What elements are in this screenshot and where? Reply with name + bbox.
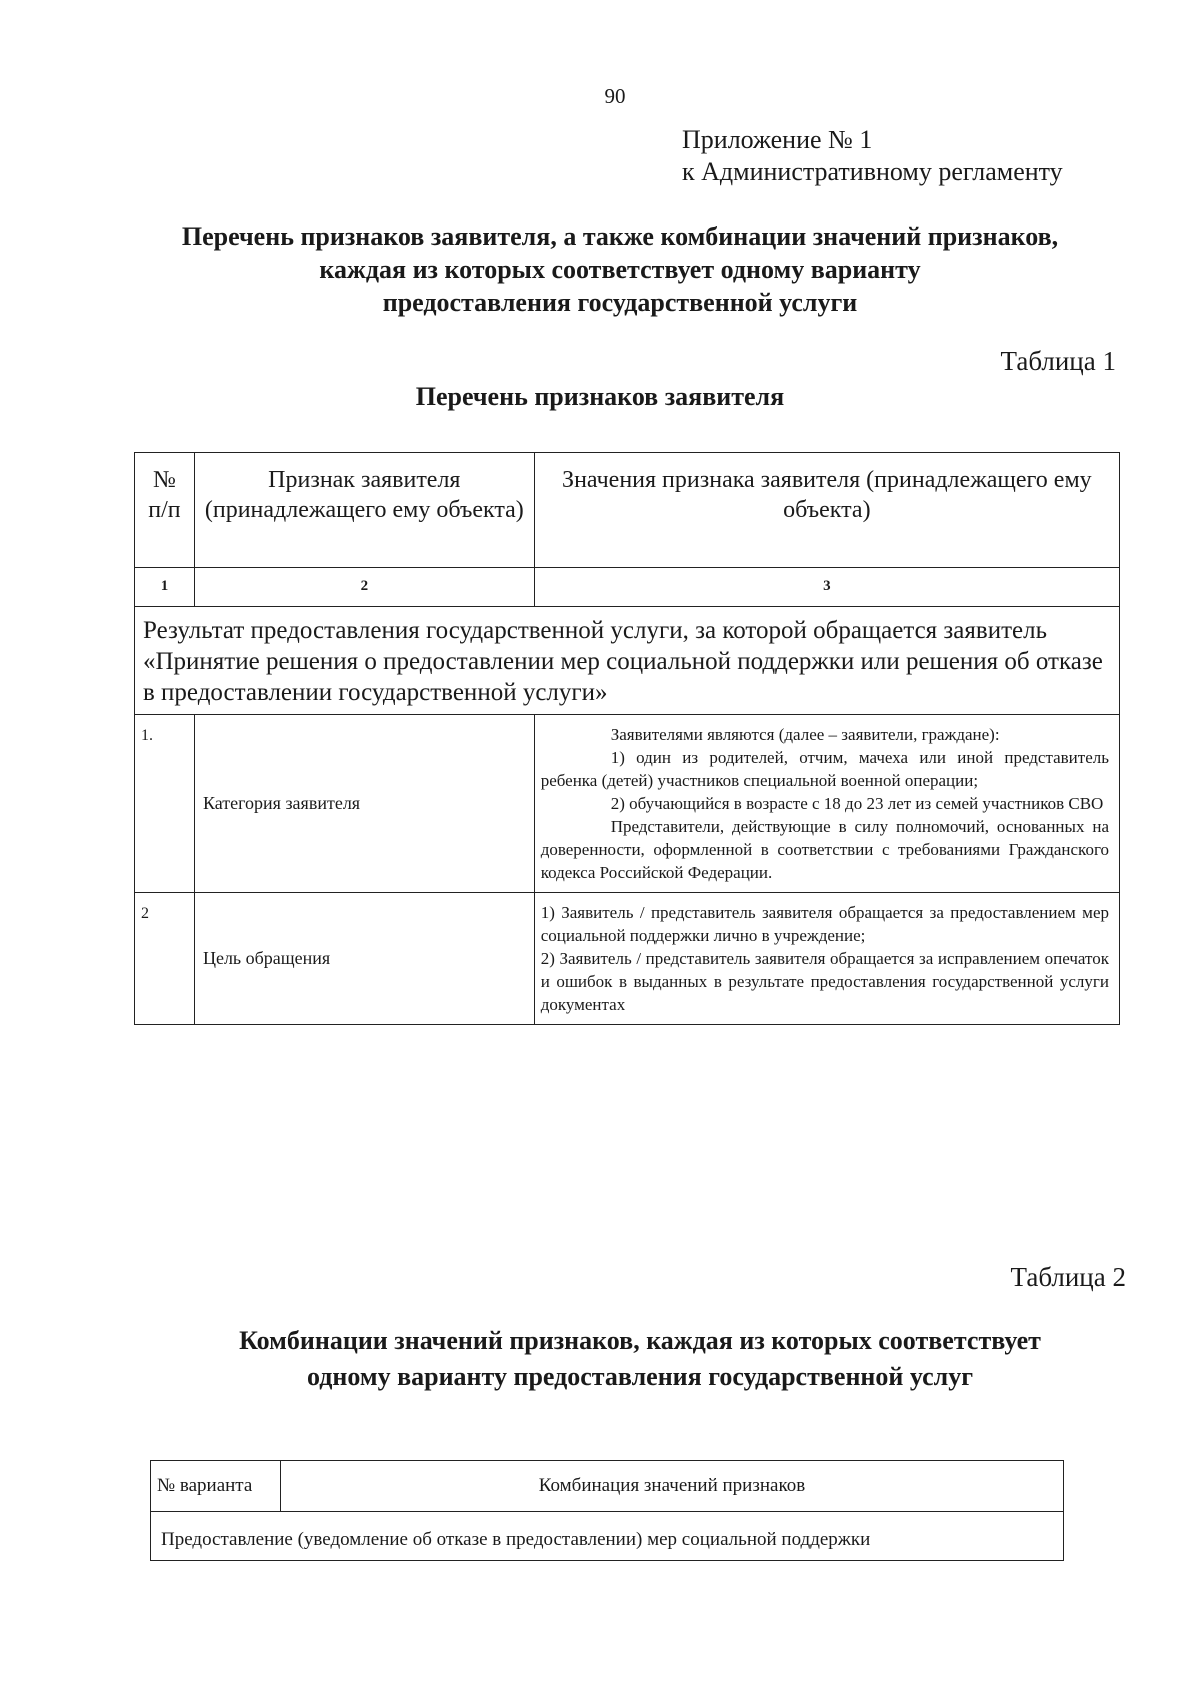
variant-row: Предоставление (уведомление об отказе в предоставлении) мер социальной поддержки [151, 1512, 1064, 1561]
table-row [135, 715, 1120, 893]
appendix-line-2: к Административному регламенту [682, 157, 1063, 186]
page-number: 90 [604, 84, 626, 108]
column-number-row [135, 568, 1120, 607]
applicant-attributes-table [134, 452, 1120, 1025]
value-paragraph: Представители, действующие в силу полномочий, основанных на доверенности, оформленной в соответствии с требованиями Гражданского кодекса Российской Федерации. [540, 817, 1109, 882]
table-row [135, 893, 1120, 1025]
column-number: 1 [135, 568, 195, 607]
row-number: 1. [135, 715, 195, 893]
table-header-row [135, 453, 1120, 568]
table2-label: Таблица 2 [1010, 1262, 1126, 1292]
value-paragraph: 1) Заявитель / представитель заявителя обращается за предоставлением мер социальной поддержки лично в учреждение; [540, 903, 1109, 945]
table2-title: Комбинации значений признаков, каждая из которых соответствует одному варианту предоставления государственной услуг [239, 1326, 1041, 1391]
table-row [151, 1512, 1064, 1561]
attribute-name: Цель обращения [194, 893, 534, 1025]
service-result: Результат предоставления государственной услуги, за которой обращается заявитель «Принятие решения о предоставлении мер социальной поддержки или решения об отказе в предоставлении государственной услуги» [135, 607, 1120, 715]
column-number: 2 [194, 568, 534, 607]
title-line-2: каждая из которых соответствует одному варианту [319, 255, 921, 284]
value-paragraph: Заявителями являются (далее – заявители, граждане): [610, 725, 1000, 744]
appendix-note [682, 124, 1063, 188]
attribute-name: Категория заявителя [194, 715, 534, 893]
header-attribute: Признак заявителя (принадлежащего ему объекта) [194, 453, 534, 568]
title-line-1: Перечень признаков заявителя, а также комбинации значений признаков, [181, 222, 1059, 251]
appendix-line-1: Приложение № 1 [682, 125, 873, 154]
attribute-values [534, 715, 1119, 893]
header-values: Значения признака заявителя (принадлежащего ему объекта) [534, 453, 1119, 568]
document-title [100, 220, 1140, 319]
row-number: 2 [135, 893, 195, 1025]
result-row [135, 607, 1120, 715]
column-number: 3 [534, 568, 1119, 607]
attribute-values [534, 893, 1119, 1025]
table1-label: Таблица 1 [1000, 346, 1116, 376]
value-paragraph: 2) обучающийся в возрасте с 18 до 23 лет из семей участников СВО [610, 794, 1104, 813]
value-paragraph: 1) один из родителей, отчим, мачеха или иной представитель ребенка (детей) участников специальной военной операции; [540, 748, 1109, 790]
title-line-3: предоставления государственной услуги [382, 288, 858, 317]
header-number: № п/п [135, 453, 195, 568]
value-paragraph: 2) Заявитель / представитель заявителя обращается за исправлением опечаток и ошибок в выданных в результате предоставления государственной услуги документах [540, 949, 1109, 1014]
table1-title: Перечень признаков заявителя [415, 382, 785, 411]
attribute-combinations-table [150, 1460, 1064, 1561]
header-combination: Комбинация значений признаков [281, 1461, 1064, 1512]
header-variant-number: № варианта [151, 1461, 281, 1512]
table-header-row [151, 1461, 1064, 1512]
